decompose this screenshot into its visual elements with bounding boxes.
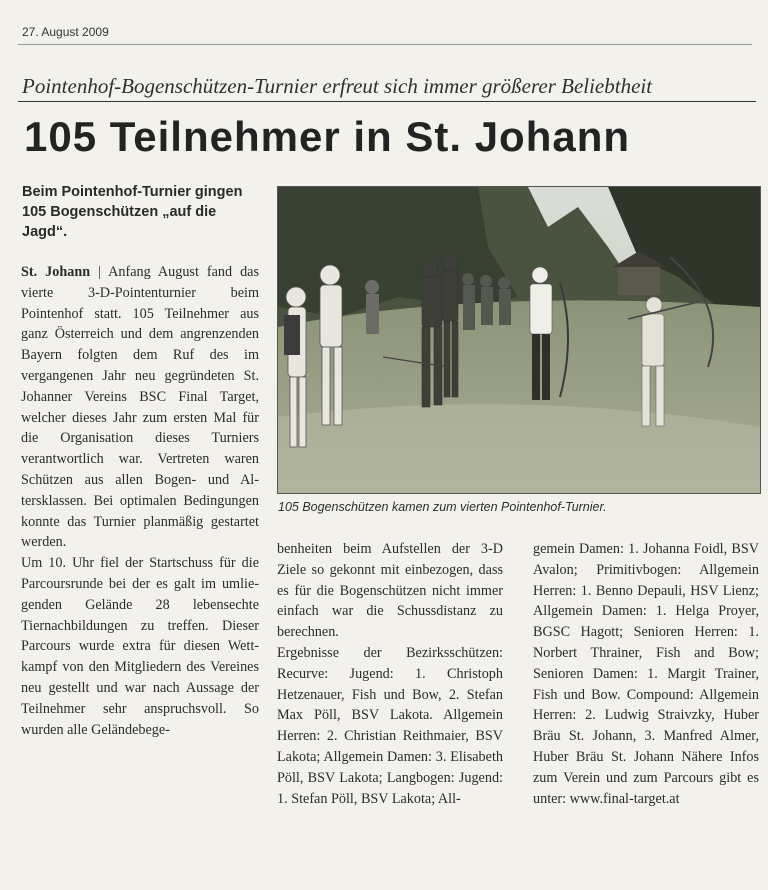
main-headline: 105 Teilnehmer in St. Johann <box>24 113 631 160</box>
photo-caption: 105 Bogenschützen kamen zum vierten Pointenhof-Turnier. <box>278 500 607 514</box>
article-column-3: gemein Damen: 1. Johanna Foidl, BSV Avalon; Primitivbogen: Allgemein Herren: 1. Benno Depauli, HSV Lienz; Allgemein Damen: 1. Helga Proyer, BGSC Hagott; Senioren Herren: 1. Norbert Thrainer, Fish and Bow; Senioren Damen: 1. Margit Trainer, Fish und Bow. Compound: Allgemein Herren: 2. Ludwig Straivzky, Huber Bräu St. Johann, 3. Manfred Almer, Huber Bräu St. Johann Nähere Infos zum Verein und zum Parcours gibt es unter: www.final-target.at <box>533 541 759 807</box>
kicker-rule <box>18 101 756 102</box>
article-photo <box>277 186 761 494</box>
article-column-2: benheiten beim Aufstellen der 3-D Ziele so gekonnt mit einbezogen, dass es für die Bogenschützen nicht immer einfach war die Schussdistanz zu berechnen. Ergebnisse der Bezirksschützen: Recurve: Jugend: 1. Christoph Hetzenauer, Fish und Bow, 2. Stefan Max Pöll, BSV Lakota. Allgemein Herren: 2. Christian Reithmaier, BSV Lakota; Allgemein Damen: 3. Elisabeth Pöll, BSV Lakota; Langbogen: Jugend: 1. Stefan Pöll, BSV Lakota; All- <box>277 541 503 807</box>
date-line: 27. August 2009 <box>22 25 109 39</box>
dateline-place: St. Johann <box>21 264 91 280</box>
kicker-headline: Pointenhof-Bogenschützen-Turnier erfreut sich immer größerer Beliebtheit <box>22 74 653 98</box>
archers-photo-illustration <box>278 187 760 493</box>
lead-paragraph: Beim Pointenhof-Turnier gingen 105 Bogenschützen „auf die Jagd“. <box>22 184 243 240</box>
column-1-text: | Anfang August fand das vierte 3-D-Pointenturnier beim Pointenhof statt. 105 Teilnehmer aus ganz Österreich und dem angrenzenden Bayern folgten dem Ruf des im vergangenen Jahr neu gegründeten St. Johanner Vereins BSC Final Target, welcher dieses Jahr zum ersten Mal für die Organisation dieses Turniers verantwortlich war. Vertreten waren Schützen aus allen Bogen- und Altersklassen. Bei optimalen Bedingungen konnte das Turnier planmäßig gestartet werden. Um 10. Uhr fiel der Startschuss für die Parcoursrunde bei der es galt im umliegenden Gelände 28 lebensechte Tiernachbildungen zu treffen. Dieser Parcours wurde extra für diesen Wettkampf von den Mitgliedern des Vereines neu gestellt und war nach Aussage der Teilnehmer sehr anspruchsvoll. So wurden alle Geländebege- <box>21 264 259 738</box>
top-rule <box>18 44 752 45</box>
article-column-1 <box>21 262 259 740</box>
